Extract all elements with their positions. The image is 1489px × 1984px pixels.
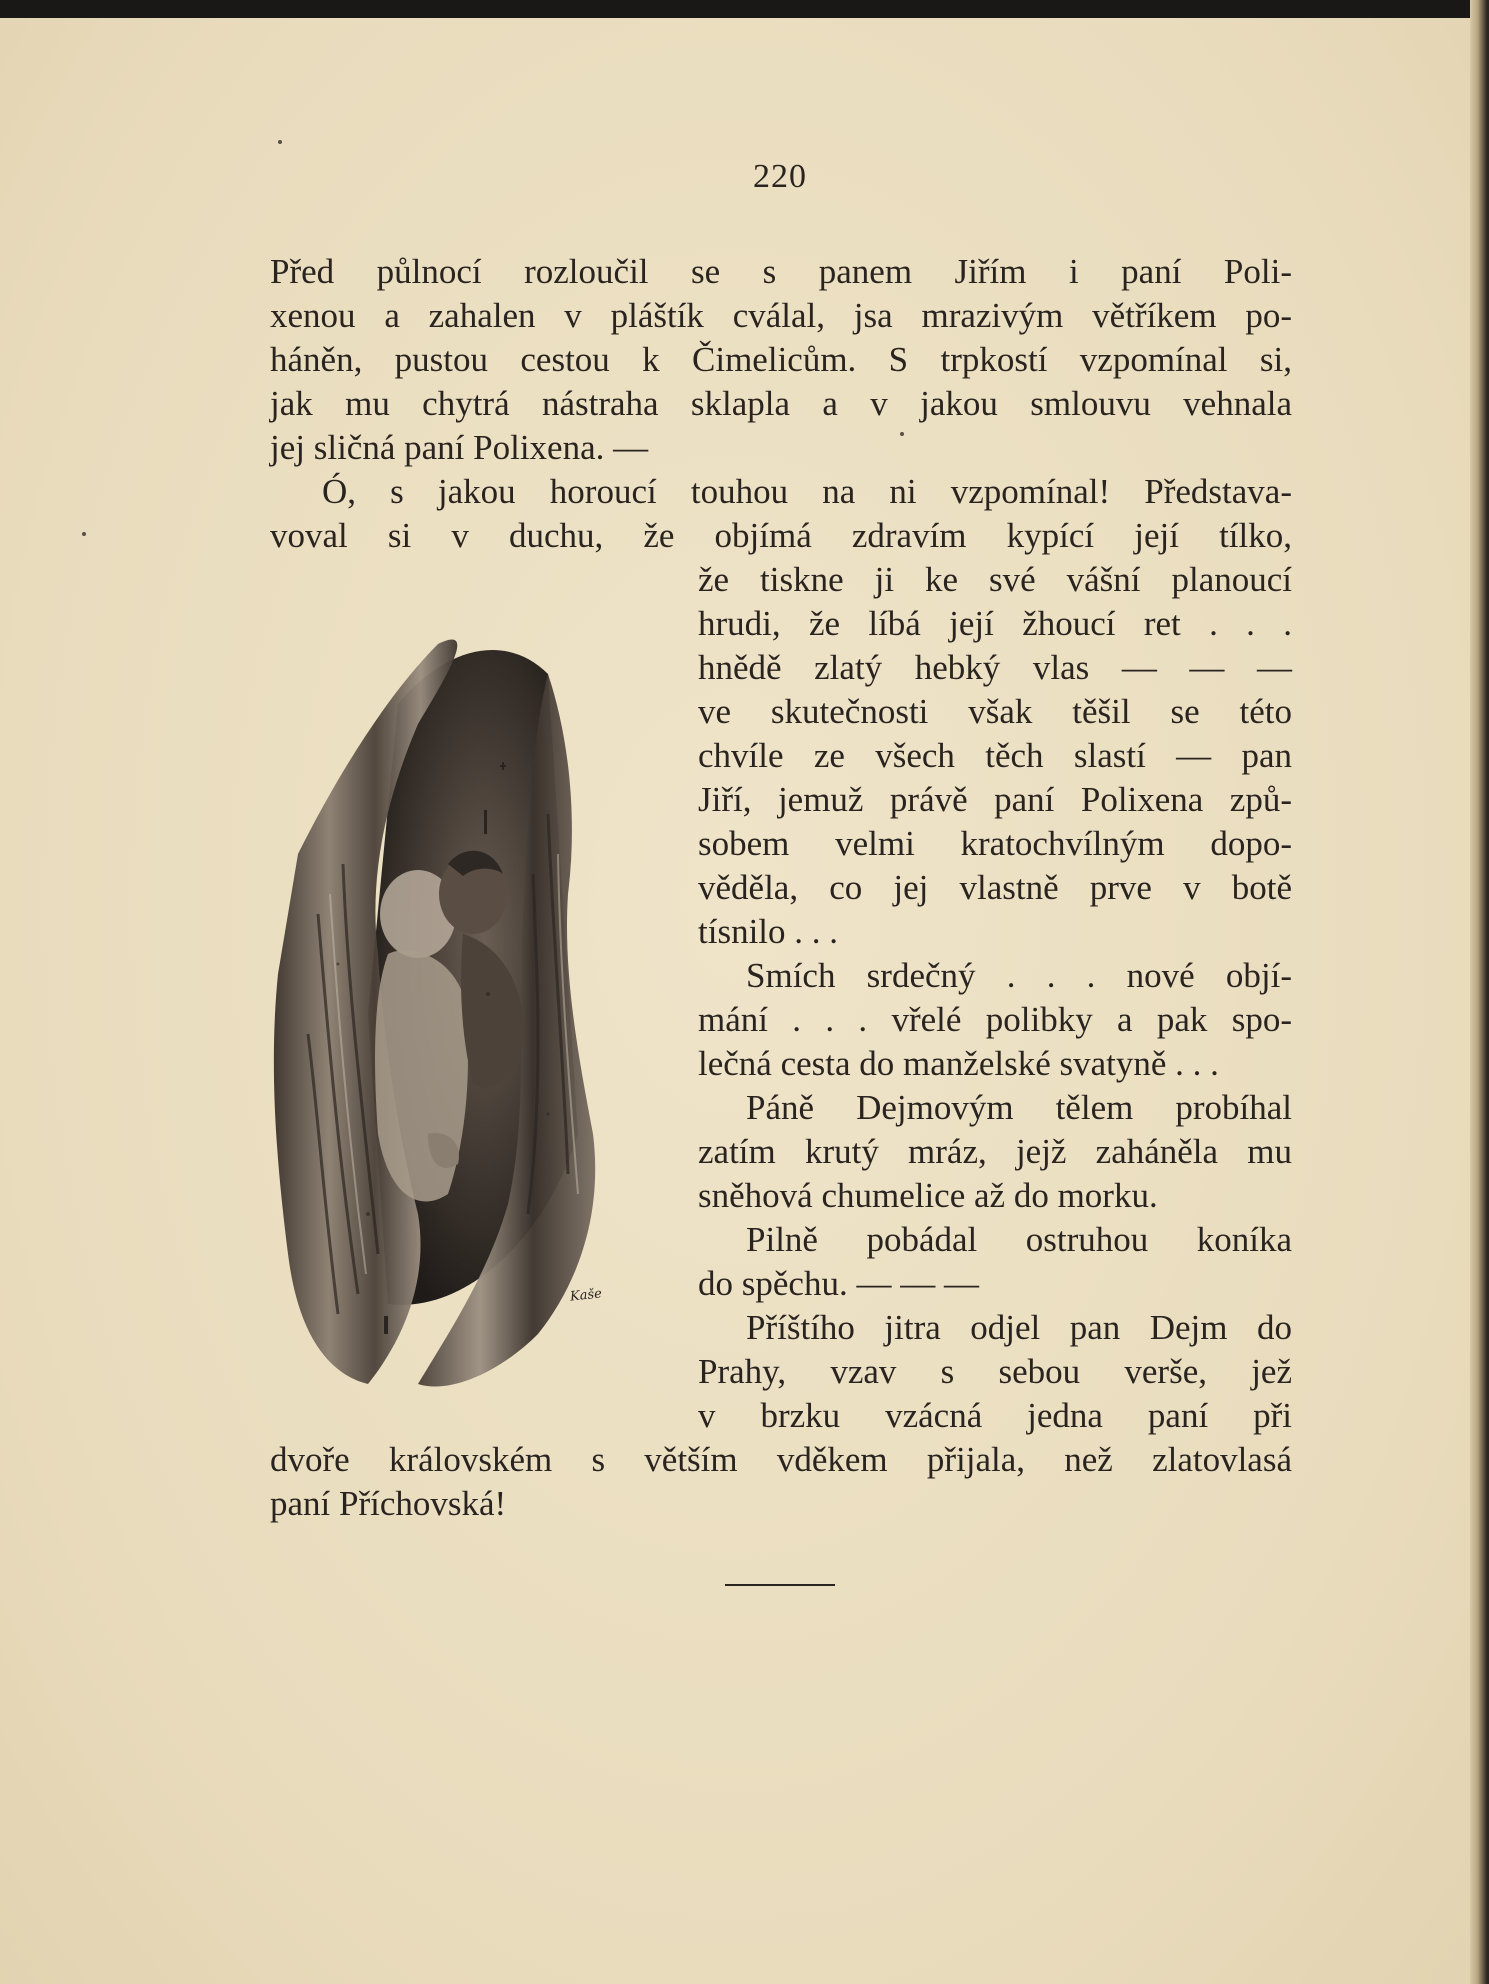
text-line: chvíle ze všech těch slastí — pan: [698, 736, 1292, 775]
text-line: Prahy, vzav s sebou verše, jež: [698, 1352, 1292, 1391]
text-line: paní Příchovská!: [270, 1484, 507, 1523]
text-line: dvoře královském s větším vděkem přijala, než zlatovlasá: [270, 1440, 1292, 1479]
text-line: hnědě zlatý hebký vlas — — —: [698, 648, 1292, 687]
text-line: Ó, s jakou horoucí touhou na ni vzpomínal! Představa-: [322, 472, 1292, 511]
text-line: voval si v duchu, že objímá zdravím kypící její tílko,: [270, 516, 1292, 555]
book-page: [0, 18, 1470, 1984]
text-line: zatím krutý mráz, jejž zaháněla mu: [698, 1132, 1292, 1171]
illustration-couple-behind-curtain: [248, 614, 658, 1414]
text-line: Před půlnocí rozloučil se s panem Jiřím i paní Poli-: [270, 252, 1292, 291]
text-line: lečná cesta do manželské svatyně . . .: [698, 1044, 1219, 1083]
paper-speck: [900, 432, 904, 436]
illustration-signature: Kaše: [569, 1286, 603, 1305]
paper-speck: [278, 140, 282, 144]
text-line: háněn, pustou cestou k Čimelicům. S trpkostí vzpomínal si,: [270, 340, 1292, 379]
text-line: Pilně pobádal ostruhou koníka: [746, 1220, 1292, 1259]
text-line: Smích srdečný . . . nové objí-: [746, 956, 1292, 995]
section-divider: [725, 1584, 835, 1586]
text-line: mání . . . vřelé polibky a pak spo-: [698, 1000, 1292, 1039]
text-line: Příštího jitra odjel pan Dejm do: [746, 1308, 1292, 1347]
text-line: sněhová chumelice až do morku.: [698, 1176, 1158, 1215]
text-line: jej sličná paní Polixena. —: [270, 428, 649, 467]
text-line: jak mu chytrá nástraha sklapla a v jakou smlouvu vehnala: [270, 384, 1292, 423]
text-line: do spěchu. — — —: [698, 1264, 979, 1303]
text-line: Páně Dejmovým tělem probíhal: [746, 1088, 1292, 1127]
text-line: v brzku vzácná jedna paní při: [698, 1396, 1292, 1435]
text-line: věděla, co jej vlastně prve v botě: [698, 868, 1292, 907]
text-line: tísnilo . . .: [698, 912, 839, 951]
text-line: ve skutečnosti však těšil se této: [698, 692, 1292, 731]
text-line: Jiří, jemuž právě paní Polixena způ-: [698, 780, 1292, 819]
page-edge-shadow: [1470, 0, 1489, 1984]
text-line: xenou a zahalen v pláštík cválal, jsa mrazivým větříkem po-: [270, 296, 1292, 335]
text-line: hrudi, že líbá její žhoucí ret . . .: [698, 604, 1292, 643]
text-line: že tiskne ji ke své vášní planoucí: [698, 560, 1292, 599]
text-line: sobem velmi kratochvílným dopo-: [698, 824, 1292, 863]
paper-speck: [82, 532, 86, 536]
page-number: 220: [753, 158, 807, 195]
